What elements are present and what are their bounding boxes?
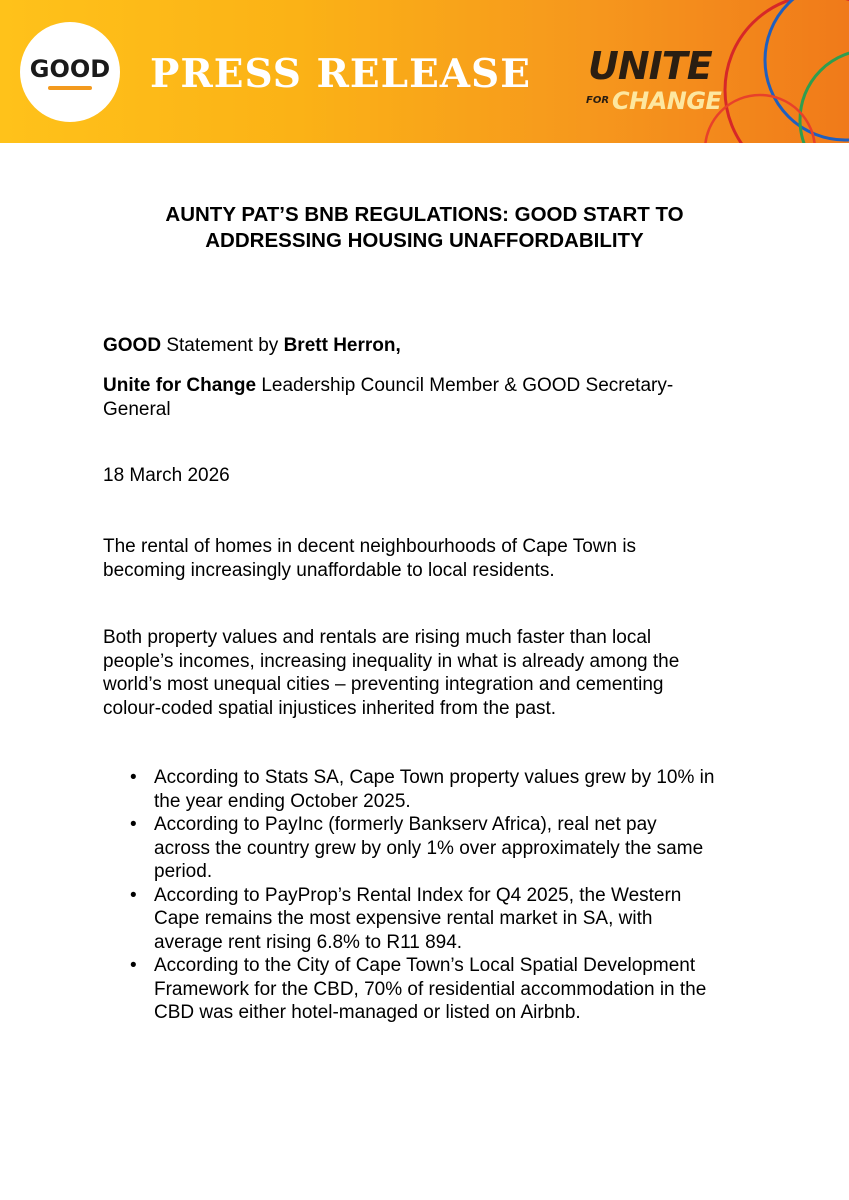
bullet-line: According to PayInc (formerly Bankserv Africa), real net pay — [154, 814, 657, 835]
for-logo-text: FOR — [586, 95, 610, 106]
statement-org: GOOD — [103, 335, 162, 356]
good-logo-underline — [48, 86, 92, 90]
bullet-line: According to Stats SA, Cape Town property values grew by 10% in — [154, 767, 715, 788]
paragraph-line: becoming increasingly unaffordable to local residents. — [103, 559, 555, 581]
headline — [100, 202, 749, 254]
bullet-dot-icon: • — [130, 814, 137, 835]
headline-line-2: ADDRESSING HOUSING UNAFFORDABILITY — [205, 229, 644, 252]
role-org: Unite for Change — [103, 375, 257, 396]
bullet-line: Framework for the CBD, 70% of residential accommodation in the — [154, 978, 707, 1000]
red-arc — [725, 0, 849, 143]
paragraph-property-values — [103, 626, 679, 720]
bullet-item — [103, 766, 763, 813]
paragraph-line: colour-coded spatial injustices inherited from the past. — [103, 697, 557, 719]
bullet-line: Cape remains the most expensive rental market in SA, with — [154, 908, 653, 929]
good-logo-text: GOOD — [29, 55, 111, 83]
paragraph-line: Both property values and rentals are rising much faster than local — [103, 627, 652, 648]
bullet-dot-icon: • — [130, 884, 137, 906]
bullet-line: period. — [154, 861, 213, 882]
bullet-item — [103, 813, 763, 884]
role-line-1 — [103, 374, 673, 398]
bullet-item — [103, 884, 763, 955]
bullet-line: the year ending October 2025. — [154, 790, 411, 812]
role-line — [103, 374, 673, 421]
paragraph-rental — [103, 535, 636, 582]
press-release-banner — [0, 0, 849, 143]
statistics-bullet-list — [103, 766, 763, 1025]
blue-arc — [765, 0, 849, 140]
good-logo — [20, 22, 120, 122]
unite-logo-text: UNITE — [588, 44, 712, 88]
bullet-item — [103, 954, 763, 1025]
role-line-2: General — [103, 398, 171, 420]
paragraph-line: world’s most unequal cities – preventing integration and cementing — [103, 674, 664, 695]
statement-by-text: Statement by — [161, 335, 284, 356]
paragraph-line: people’s incomes, increasing inequality in what is already among the — [103, 650, 680, 672]
headline-line-1: AUNTY PAT’S BNB REGULATIONS: GOOD START TO — [165, 203, 684, 226]
statement-person: Brett Herron, — [283, 335, 401, 356]
bullet-line: According to PayProp’s Rental Index for Q4 2025, the Western — [154, 884, 682, 906]
press-release-title: PRESS RELEASE — [150, 51, 531, 97]
bullet-dot-icon: • — [130, 767, 137, 788]
unite-for-change-logo — [586, 46, 726, 118]
bullet-line: across the country grew by only 1% over approximately the same — [154, 837, 704, 859]
change-logo-text: CHANGE — [612, 87, 722, 115]
release-date: 18 March 2026 — [103, 465, 230, 486]
paragraph-line: The rental of homes in decent neighbourhoods of Cape Town is — [103, 536, 637, 557]
statement-byline — [103, 334, 401, 358]
bullet-line: average rent rising 6.8% to R11 894. — [154, 931, 463, 953]
role-title-text: Leadership Council Member & GOOD Secretary- — [256, 375, 674, 396]
bullet-line: CBD was either hotel-managed or listed on Airbnb. — [154, 1002, 581, 1023]
bullet-line: According to the City of Cape Town’s Local Spatial Development — [154, 955, 696, 976]
bullet-dot-icon: • — [130, 955, 137, 976]
